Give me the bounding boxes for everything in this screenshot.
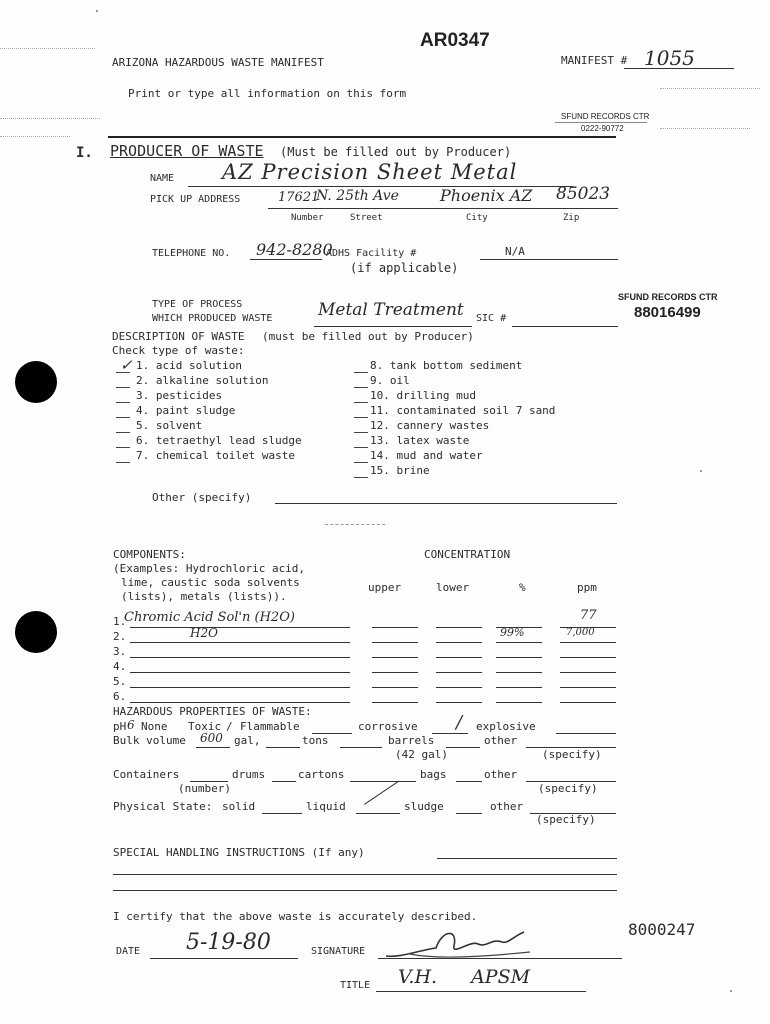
upper-field-row-4[interactable] bbox=[372, 672, 418, 673]
other-volume-field[interactable] bbox=[446, 747, 480, 748]
percent-field-row-6[interactable] bbox=[496, 702, 542, 703]
punch-hole-lower bbox=[15, 611, 57, 653]
lower-field-row-1[interactable] bbox=[436, 627, 482, 628]
component-row-2-ppm: 7,000 bbox=[566, 627, 595, 638]
signature-mark bbox=[380, 926, 540, 962]
checkbox-9[interactable] bbox=[354, 387, 368, 388]
component-row-1-value: Chromic Acid Sol'n (H2O) bbox=[124, 610, 295, 625]
components-example-3: (lists), metals (lists)). bbox=[121, 590, 287, 603]
specify-label-1: (specify) bbox=[542, 748, 602, 761]
component-name-field-row-3[interactable] bbox=[130, 657, 350, 658]
if-applicable: (if applicable) bbox=[350, 261, 459, 275]
adhs-label: ADHS Facility # bbox=[326, 248, 417, 259]
manifest-number-line bbox=[624, 68, 734, 69]
solid-label: solid bbox=[222, 800, 256, 813]
sub-street: Street bbox=[350, 213, 383, 223]
waste-type-7: 7. chemical toilet waste bbox=[136, 449, 295, 462]
upper-field-row-2[interactable] bbox=[372, 642, 418, 643]
waste-type-9: 9. oil bbox=[370, 374, 410, 387]
doc-code: AR0347 bbox=[420, 30, 490, 51]
sub-number: Number bbox=[291, 213, 324, 223]
solid-field[interactable] bbox=[262, 813, 302, 814]
scan-artifact bbox=[0, 48, 95, 49]
producer-heading: PRODUCER OF WASTE bbox=[110, 142, 264, 160]
telephone-line bbox=[250, 259, 322, 260]
ppm-field-row-2[interactable] bbox=[560, 642, 616, 643]
waste-type-6: 6. tetraethyl lead sludge bbox=[136, 434, 302, 447]
scan-artifact bbox=[660, 128, 750, 129]
scan-artifact bbox=[0, 118, 100, 119]
tons-field[interactable] bbox=[266, 747, 300, 748]
records-stamp-line2: 0222-90772 bbox=[581, 124, 624, 133]
sic-label: SIC # bbox=[476, 313, 507, 324]
other-state-label: other bbox=[490, 800, 524, 813]
checkbox-14[interactable] bbox=[354, 462, 368, 463]
component-name-field-row-6[interactable] bbox=[130, 702, 350, 703]
drums-label: drums bbox=[232, 768, 266, 781]
scan-artifact bbox=[660, 88, 760, 89]
process-label-1: TYPE OF PROCESS bbox=[152, 299, 243, 310]
adhs-value: N/A bbox=[505, 245, 525, 258]
ppm-field-row-4[interactable] bbox=[560, 672, 616, 673]
percent-field-row-3[interactable] bbox=[496, 657, 542, 658]
waste-type-10: 10. drilling mud bbox=[370, 389, 476, 402]
waste-type-4: 4. paint sludge bbox=[136, 404, 236, 417]
component-row-4-number: 4. bbox=[113, 660, 127, 673]
ph-value: 6 bbox=[127, 718, 135, 732]
checkbox-5[interactable] bbox=[116, 432, 130, 433]
other-container-field[interactable] bbox=[456, 781, 482, 782]
component-row-2-number: 2. bbox=[113, 630, 127, 643]
records-stamp-line1: SFUND RECORDS CTR bbox=[561, 112, 650, 121]
col-ppm: ppm bbox=[577, 581, 597, 594]
waste-type-3: 3. pesticides bbox=[136, 389, 223, 402]
ppm-field-row-3[interactable] bbox=[560, 657, 616, 658]
lower-field-row-3[interactable] bbox=[436, 657, 482, 658]
checkbox-10[interactable] bbox=[354, 402, 368, 403]
date-label: DATE bbox=[116, 946, 141, 957]
ppm-field-row-1[interactable] bbox=[560, 627, 616, 628]
number-label: (number) bbox=[178, 782, 231, 795]
name-label: NAME bbox=[150, 173, 175, 184]
component-name-field-row-1[interactable] bbox=[130, 627, 350, 628]
liquid-field[interactable] bbox=[356, 813, 400, 814]
lower-field-row-5[interactable] bbox=[436, 687, 482, 688]
sludge-label: sludge bbox=[404, 800, 444, 813]
component-row-3-number: 3. bbox=[113, 645, 127, 658]
punch-hole-upper bbox=[15, 361, 57, 403]
title-label: TITLE bbox=[340, 980, 371, 991]
cartons-field[interactable] bbox=[272, 781, 296, 782]
flammable-label: Flammable bbox=[240, 720, 300, 733]
component-name-field-row-2[interactable] bbox=[130, 642, 350, 643]
checkbox-11[interactable] bbox=[354, 417, 368, 418]
components-example-1: (Examples: Hydrochloric acid, bbox=[113, 562, 306, 575]
lower-field-row-4[interactable] bbox=[436, 672, 482, 673]
process-value: Metal Treatment bbox=[318, 300, 464, 320]
signature-label: SIGNATURE bbox=[311, 946, 366, 957]
components-example-2: lime, caustic soda solvents bbox=[121, 576, 300, 589]
checkbox-12[interactable] bbox=[354, 432, 368, 433]
waste-type-1: 1. acid solution bbox=[136, 359, 242, 372]
toxic-label: Toxic bbox=[188, 720, 222, 733]
title-value: V.H. APSM bbox=[398, 966, 531, 988]
scan-speck bbox=[700, 470, 702, 472]
manifest-label: MANIFEST # bbox=[561, 54, 628, 67]
none-label: None bbox=[141, 720, 168, 733]
component-row-6-number: 6. bbox=[113, 690, 127, 703]
sic-line bbox=[512, 326, 618, 327]
special-handling-label: SPECIAL HANDLING INSTRUCTIONS (If any) bbox=[113, 846, 365, 859]
percent-field-row-1[interactable] bbox=[496, 627, 542, 628]
checkbox-7[interactable] bbox=[116, 462, 130, 463]
explosive-field[interactable] bbox=[556, 733, 616, 734]
properties-heading: HAZARDOUS PROPERTIES OF WASTE: bbox=[113, 705, 312, 718]
bulk-volume-value: 600 bbox=[200, 731, 223, 745]
telephone-label: TELEPHONE NO. bbox=[152, 248, 231, 259]
component-name-field-row-4[interactable] bbox=[130, 672, 350, 673]
form-title: ARIZONA HAZARDOUS WASTE MANIFEST bbox=[112, 56, 324, 69]
waste-type-8: 8. tank bottom sediment bbox=[370, 359, 523, 372]
physical-state-label: Physical State: bbox=[113, 800, 213, 813]
sludge-field[interactable] bbox=[456, 813, 482, 814]
containers-label: Containers bbox=[113, 768, 180, 781]
checkbox-1[interactable] bbox=[116, 372, 130, 373]
component-row-2-value: H2O bbox=[190, 626, 218, 640]
ph-label: pH bbox=[113, 720, 127, 733]
gal42-label: (42 gal) bbox=[395, 748, 448, 761]
col-upper: upper bbox=[368, 581, 402, 594]
producer-heading-note: (Must be filled out by Producer) bbox=[280, 145, 512, 159]
checkbox-8[interactable] bbox=[354, 372, 368, 373]
title-line[interactable] bbox=[376, 991, 586, 992]
scan-speck bbox=[730, 990, 732, 992]
process-line bbox=[314, 326, 472, 327]
scan-artifact bbox=[0, 136, 70, 137]
component-name-field-row-5[interactable] bbox=[130, 687, 350, 688]
upper-field-row-5[interactable] bbox=[372, 687, 418, 688]
corrosive-label: corrosive bbox=[358, 720, 418, 733]
date-line[interactable] bbox=[150, 958, 298, 959]
sub-zip: Zip bbox=[563, 213, 580, 223]
records-stamp2-line1: SFUND RECORDS CTR bbox=[618, 292, 718, 302]
bulk-volume-field[interactable] bbox=[196, 747, 230, 748]
pickup-label: PICK UP ADDRESS bbox=[150, 194, 241, 205]
telephone-value: 942-8280 bbox=[256, 240, 333, 259]
section-numeral: I. bbox=[76, 145, 93, 161]
certify-statement: I certify that the above waste is accurately described. bbox=[113, 910, 478, 923]
specify-label-3: (specify) bbox=[536, 813, 596, 826]
section-divider bbox=[108, 136, 616, 138]
manifest-number: 1055 bbox=[644, 46, 695, 70]
pickup-street: N. 25th Ave bbox=[316, 188, 399, 204]
ppm-field-row-6[interactable] bbox=[560, 702, 616, 703]
other-container-label: other bbox=[484, 768, 518, 781]
barrels-label: barrels bbox=[388, 734, 435, 747]
special-handling-field-2[interactable] bbox=[113, 874, 617, 875]
percent-field-row-2[interactable] bbox=[496, 642, 542, 643]
waste-type-14: 14. mud and water bbox=[370, 449, 483, 462]
pickup-city: Phoenix AZ bbox=[440, 186, 533, 205]
sub-city: City bbox=[466, 213, 488, 223]
specify-label-2: (specify) bbox=[538, 782, 598, 795]
col-percent: % bbox=[519, 581, 526, 594]
description-note: (must be filled out by Producer) bbox=[262, 330, 474, 343]
barrels-field[interactable] bbox=[340, 747, 382, 748]
lower-field-row-6[interactable] bbox=[436, 702, 482, 703]
signature-line[interactable] bbox=[378, 958, 622, 959]
corrosive-field[interactable] bbox=[432, 733, 468, 734]
waste-type-11: 11. contaminated soil 7 sand bbox=[370, 404, 556, 417]
explosive-label: explosive bbox=[476, 720, 536, 733]
checkbox-6[interactable] bbox=[116, 447, 130, 448]
tons-label: tons bbox=[302, 734, 329, 747]
cartons-label: cartons bbox=[298, 768, 345, 781]
upper-field-row-3[interactable] bbox=[372, 657, 418, 658]
percent-field-row-4[interactable] bbox=[496, 672, 542, 673]
component-row-1-ppm: 77 bbox=[580, 608, 597, 623]
liquid-label: liquid bbox=[306, 800, 346, 813]
waste-type-2: 2. alkaline solution bbox=[136, 374, 269, 387]
upper-field-row-6[interactable] bbox=[372, 702, 418, 703]
bulk-volume-label: Bulk volume bbox=[113, 734, 186, 747]
liquid-check-mark[interactable] bbox=[364, 781, 399, 805]
other-specify-label: Other (specify) bbox=[152, 491, 252, 504]
instruction-text: Print or type all information on this form bbox=[128, 87, 407, 100]
adhs-line bbox=[480, 259, 618, 260]
component-row-5-number: 5. bbox=[113, 675, 127, 688]
component-row-2-percent: 99% bbox=[500, 626, 525, 639]
scan-speck bbox=[96, 10, 98, 12]
corrosive-check[interactable]: / bbox=[456, 712, 463, 733]
waste-type-13: 13. latex waste bbox=[370, 434, 470, 447]
percent-field-row-5[interactable] bbox=[496, 687, 542, 688]
checkbox-3[interactable] bbox=[116, 402, 130, 403]
bates-number: 8000247 bbox=[628, 920, 696, 939]
checkbox-4[interactable] bbox=[116, 417, 130, 418]
checkbox-15[interactable] bbox=[354, 477, 368, 478]
lower-field-row-2[interactable] bbox=[436, 642, 482, 643]
checkbox-1-mark[interactable]: ✓ bbox=[120, 356, 133, 374]
col-lower: lower bbox=[436, 581, 470, 594]
date-value: 5-19-80 bbox=[186, 930, 271, 955]
producer-name: AZ Precision Sheet Metal bbox=[222, 160, 518, 184]
checkbox-13[interactable] bbox=[354, 447, 368, 448]
pickup-zip: 85023 bbox=[556, 184, 611, 204]
bags-field[interactable] bbox=[350, 781, 416, 782]
special-handling-field-1[interactable] bbox=[437, 858, 617, 859]
waste-type-12: 12. cannery wastes bbox=[370, 419, 490, 432]
check-type-label: Check type of waste: bbox=[112, 344, 245, 357]
waste-type-15: 15. brine bbox=[370, 464, 430, 477]
process-label-2: WHICH PRODUCED WASTE bbox=[152, 313, 273, 324]
records-stamp2-line2: 88016499 bbox=[634, 304, 701, 321]
pickup-number: 17621 bbox=[278, 190, 320, 205]
gal-label: gal, bbox=[234, 734, 261, 747]
other-specify-field[interactable] bbox=[275, 503, 617, 504]
special-handling-field-3[interactable] bbox=[113, 890, 617, 891]
records-stamp-rule bbox=[555, 122, 647, 123]
components-label: COMPONENTS: bbox=[113, 548, 186, 561]
description-label: DESCRIPTION OF WASTE bbox=[112, 330, 245, 343]
bags-label: bags bbox=[420, 768, 447, 781]
checkbox-2[interactable] bbox=[116, 387, 130, 388]
waste-type-5: 5. solvent bbox=[136, 419, 203, 432]
faint-rule bbox=[325, 524, 385, 525]
slash-sep: / bbox=[226, 720, 233, 733]
pickup-line bbox=[268, 208, 618, 209]
other-volume-label: other bbox=[484, 734, 518, 747]
concentration-label: CONCENTRATION bbox=[424, 548, 511, 561]
component-row-1-number: 1. bbox=[113, 615, 127, 628]
ppm-field-row-5[interactable] bbox=[560, 687, 616, 688]
upper-field-row-1[interactable] bbox=[372, 627, 418, 628]
